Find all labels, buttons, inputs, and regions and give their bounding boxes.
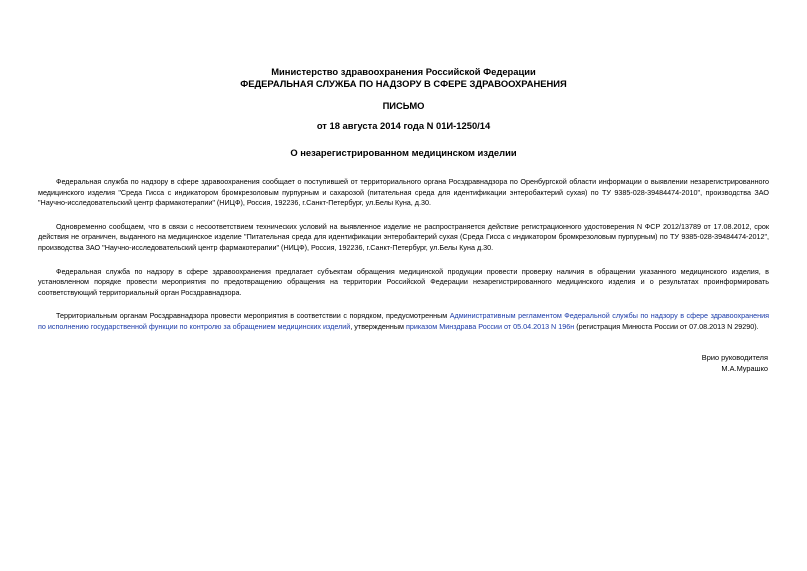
paragraph-4-mid: , утвержденным: [350, 321, 406, 331]
service-name: ФЕДЕРАЛЬНАЯ СЛУЖБА ПО НАДЗОРУ В СФЕРЕ ЗДРАВООХРАНЕНИЯ: [240, 78, 567, 89]
document-subject: О незарегистрированном медицинском изделии: [290, 147, 517, 158]
document-body: [38, 177, 769, 346]
ministry-name: Министерство здравоохранения Российской Федерации: [271, 66, 536, 77]
paragraph-3: Федеральная служба по надзору в сфере здравоохранения предлагает субъектам обращения медицинской продукции провести проверку наличия в обращении указанного медицинского изделия, в установленном порядке провести мероприятия по предотвращению обращения на территории Российской Федерации незарегистрированного медицинского изделия и о результатах проинформировать соответствующий территориальный орган Росздравнадзора.: [38, 266, 769, 297]
paragraph-4: [38, 311, 769, 332]
paragraph-4-start: Территориальным органам Росздравнадзора провести мероприятия в соответствии с порядком, предусмотренным: [56, 311, 450, 321]
paragraph-4-end: (регистрация Минюста России от 07.08.2013 N 29290).: [574, 321, 759, 331]
paragraph-1: Федеральная служба по надзору в сфере здравоохранения сообщает о поступившей от территориального органа Росздравнадзора по Оренбургской области информации о выявлении незарегистрированного медицинского изделия "Среда Гисса с индикатором бромкрезоловым пурпурным и сахарозой (питательная среда для идентификации энтеробактерий сухая) по ТУ 9385-028-39484474-2010", производства ЗАО "Научно-исследовательский центр фармакотерапии" (НИЦФ), Россия, 192236, г.Санкт-Петербург, ул.Белы Куна, д.30.: [38, 177, 769, 208]
signature-block: [702, 352, 768, 374]
paragraph-2: Одновременно сообщаем, что в связи с несоответствием технических условий на выявленное изделие не распространяется действие регистрационного удостоверения N ФСР 2012/13789 от 17.08.2012, срок действия не ограничен, выданного на медицинское изделие "Питательная среда для идентификации энтеробактерий сухая (Среда Гисса с индикатором бромкрезоловым пурпурным) по ТУ 9385-028-39484474-2012", производства ЗАО "Научно-исследовательский центр фармакотерапии" (НИЦФ), Россия, 192236, г.Санкт-Петербург, ул.Белы Куна д.30.: [38, 221, 769, 252]
document-type: ПИСЬМО: [382, 100, 425, 111]
document-header: [0, 66, 807, 132]
signatory-position: Врио руководителя: [701, 353, 768, 362]
document-date-number: от 18 августа 2014 года N 01И-1250/14: [316, 120, 491, 131]
order-link[interactable]: приказом Минздрава России от 05.04.2013 N 196н: [405, 321, 575, 331]
signatory-name: М.А.Мурашко: [721, 364, 768, 373]
regulation-link[interactable]: Административным регламентом Федеральной службы по надзору в сфере здравоохранения по исполнению государственной функции по контролю за обращением медицинских изделий: [38, 311, 769, 331]
